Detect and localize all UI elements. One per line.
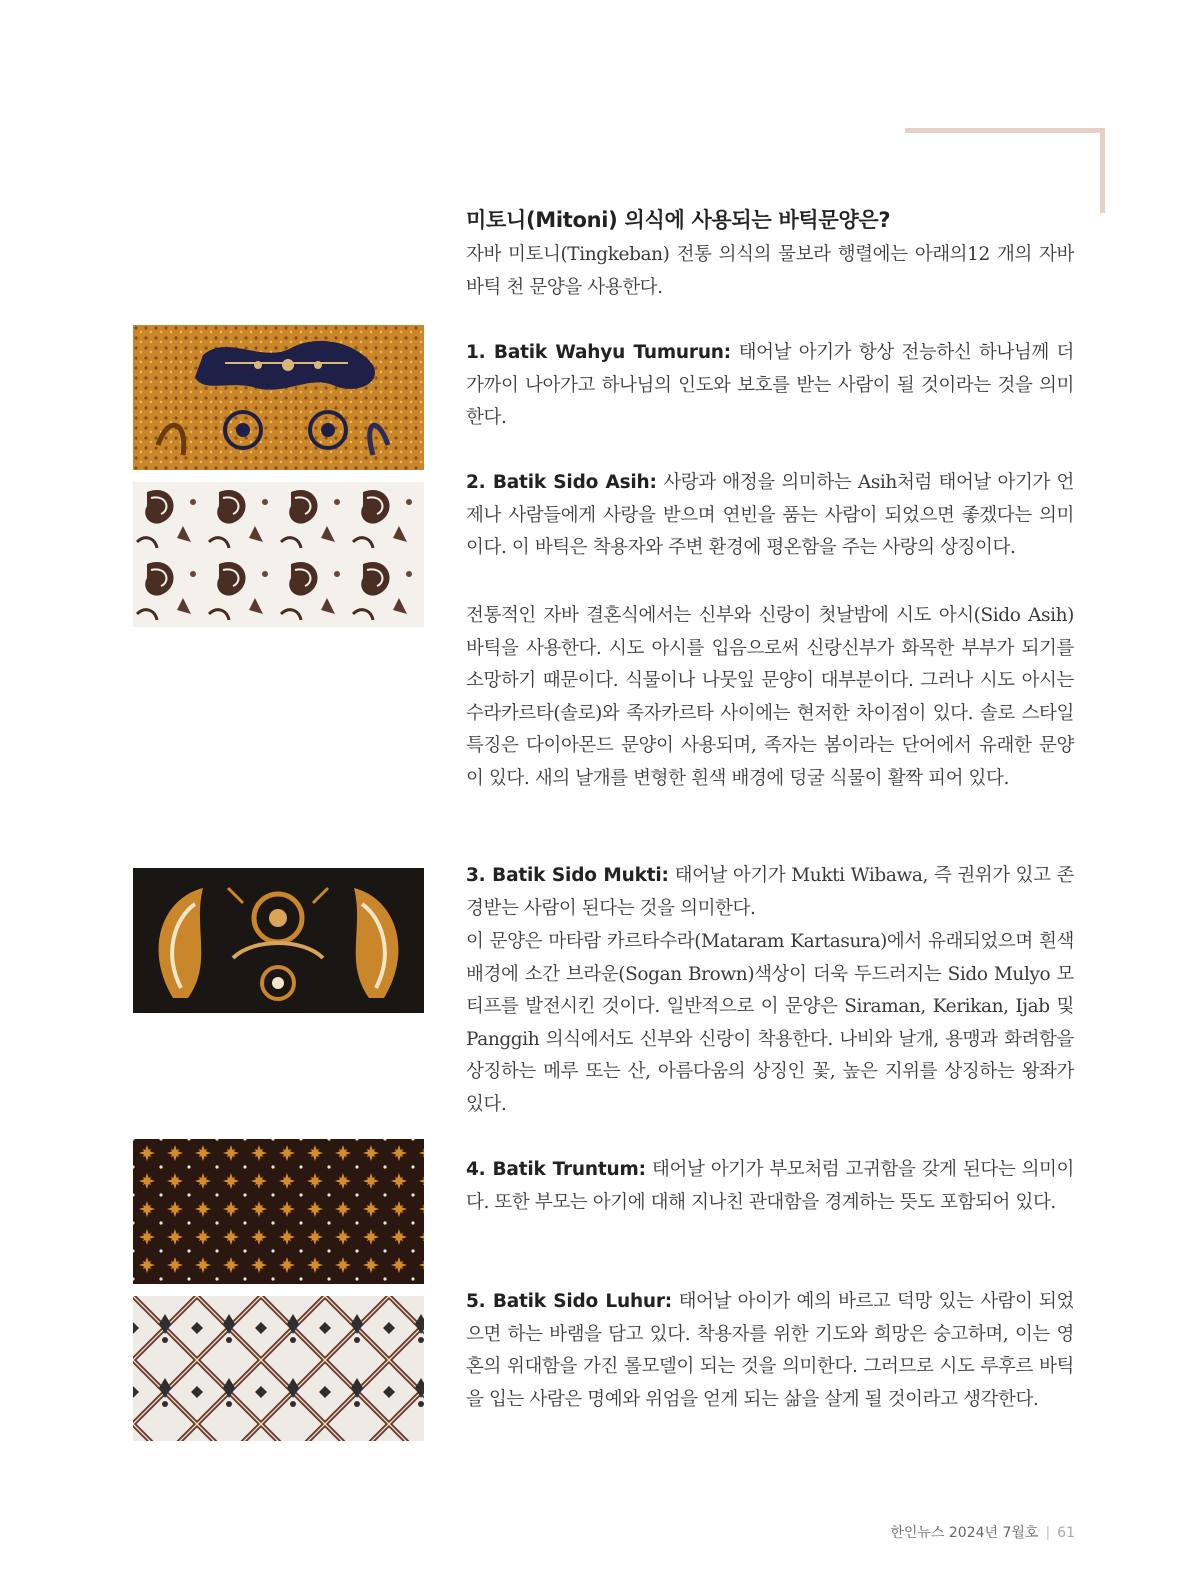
batik-sido-luhur-image bbox=[133, 1296, 424, 1441]
magazine-name: 한인뉴스 2024년 7월호 bbox=[890, 1525, 1039, 1541]
item-4-text: 태어날 아기가 부모처럼 고귀함을 갖게 된다는 의미이다. 또한 부모는 아기에 대해 지나친 관대함을 경계하는 뜻도 포함되어 있다. bbox=[466, 1159, 1074, 1213]
batik-wahyu-tumurun-image bbox=[133, 325, 424, 470]
item-5-paragraph bbox=[466, 1286, 1074, 1416]
corner-accent-horizontal bbox=[905, 128, 1105, 133]
batik-sido-asih-pattern bbox=[133, 482, 424, 627]
batik-truntum-image bbox=[133, 1139, 424, 1284]
batik-sido-asih-image bbox=[133, 482, 424, 627]
item-4-paragraph bbox=[466, 1154, 1074, 1219]
intro-paragraph: 자바 미토니(Tingkeban) 전통 의식의 물보라 행렬에는 아래의12 개의 자바 바틱 천 문양을 사용한다. bbox=[466, 244, 1074, 298]
batik-sido-mukti-pattern bbox=[133, 868, 424, 1013]
item-1-paragraph bbox=[466, 337, 1074, 435]
item-2-title: 2. Batik Sido Asih: bbox=[466, 472, 657, 493]
page-number: 61 bbox=[1057, 1525, 1075, 1541]
item-5-title: 5. Batik Sido Luhur: bbox=[466, 1291, 673, 1312]
item-3-text: 태어날 아기가 Mukti Wibawa, 즉 권위가 있고 존경받는 사람이 된다는 것을 의미한다. bbox=[466, 865, 1074, 919]
section-heading: 미토니(Mitoni) 의식에 사용되는 바틱문양은? bbox=[466, 208, 891, 232]
item-2-paragraph bbox=[466, 467, 1074, 565]
footer-separator: | bbox=[1045, 1525, 1051, 1541]
corner-accent-vertical bbox=[1100, 128, 1105, 213]
batik-sido-mukti-image bbox=[133, 868, 424, 1013]
item-2-extra-paragraph: 전통적인 자바 결혼식에서는 신부와 신랑이 첫날밤에 시도 아시(Sido Asih) 바틱을 사용한다. 시도 아시를 입음으로써 신랑신부가 화목한 부부가 되기를 소망하기 때문이다. 식물이나 나뭇잎 문양이 대부분이다. 그러나 시도 아시는 수라카르타(솔로)와 족자카르타 사이에는 현저한 차이점이 있다. 솔로 스타일 특징은 다이아몬드 문양이 사용되며, 족자는 봄이라는 단어에서 유래한 문양이 있다. 새의 날개를 변형한 흰색 배경에 덩굴 식물이 활짝 피어 있다. bbox=[466, 605, 1074, 789]
item-4-title: 4. Batik Truntum: bbox=[466, 1159, 646, 1180]
item-2-text: 사랑과 애정을 의미하는 Asih처럼 태어날 아기가 언제나 사람들에게 사랑을 받으며 연빈을 품는 사람이 되었으면 좋겠다는 의미이다. 이 바틱은 착용자와 주변 환경에 평온함을 주는 사랑의 상징이다. bbox=[466, 472, 1074, 558]
batik-truntum-pattern bbox=[133, 1139, 424, 1284]
item-3-title: 3. Batik Sido Mukti: bbox=[466, 865, 669, 886]
batik-wahyu-tumurun-pattern bbox=[133, 325, 424, 470]
item-3-extra-paragraph: 이 문양은 마타람 카르타수라(Mataram Kartasura)에서 유래되었으며 흰색 배경에 소간 브라운(Sogan Brown)색상이 더욱 두드러지는 Sido Mulyo 모티프를 발전시킨 것이다. 일반적으로 이 문양은 Siraman, Kerikan, Ijab 및 Panggih 의식에서도 신부와 신랑이 착용한다. 나비와 날개, 용맹과 화려함을 상징하는 메루 또는 산, 아름다움의 상징인 꽃, 높은 지위를 상징하는 왕좌가 있다. bbox=[466, 931, 1074, 1115]
item-5-text: 태어날 아이가 예의 바르고 덕망 있는 사람이 되었으면 하는 바램을 담고 있다. 착용자를 위한 기도와 희망은 숭고하며, 이는 영혼의 위대함을 가진 롤모델이 되는 것을 의미한다. 그러므로 시도 루후르 바틱을 입는 사람은 명예와 위엄을 얻게 되는 삶을 살게 될 것이라고 생각한다. bbox=[466, 1291, 1074, 1410]
batik-sido-luhur-pattern bbox=[133, 1296, 424, 1441]
item-3-paragraph bbox=[466, 860, 1074, 925]
item-1-title: 1. Batik Wahyu Tumurun: bbox=[466, 342, 731, 363]
item-1-text: 태어날 아기가 항상 전능하신 하나님께 더 가까이 나아가고 하나님의 인도와 보호를 받는 사람이 될 것이라는 것을 의미한다. bbox=[466, 342, 1074, 428]
page-footer bbox=[890, 1522, 1075, 1542]
